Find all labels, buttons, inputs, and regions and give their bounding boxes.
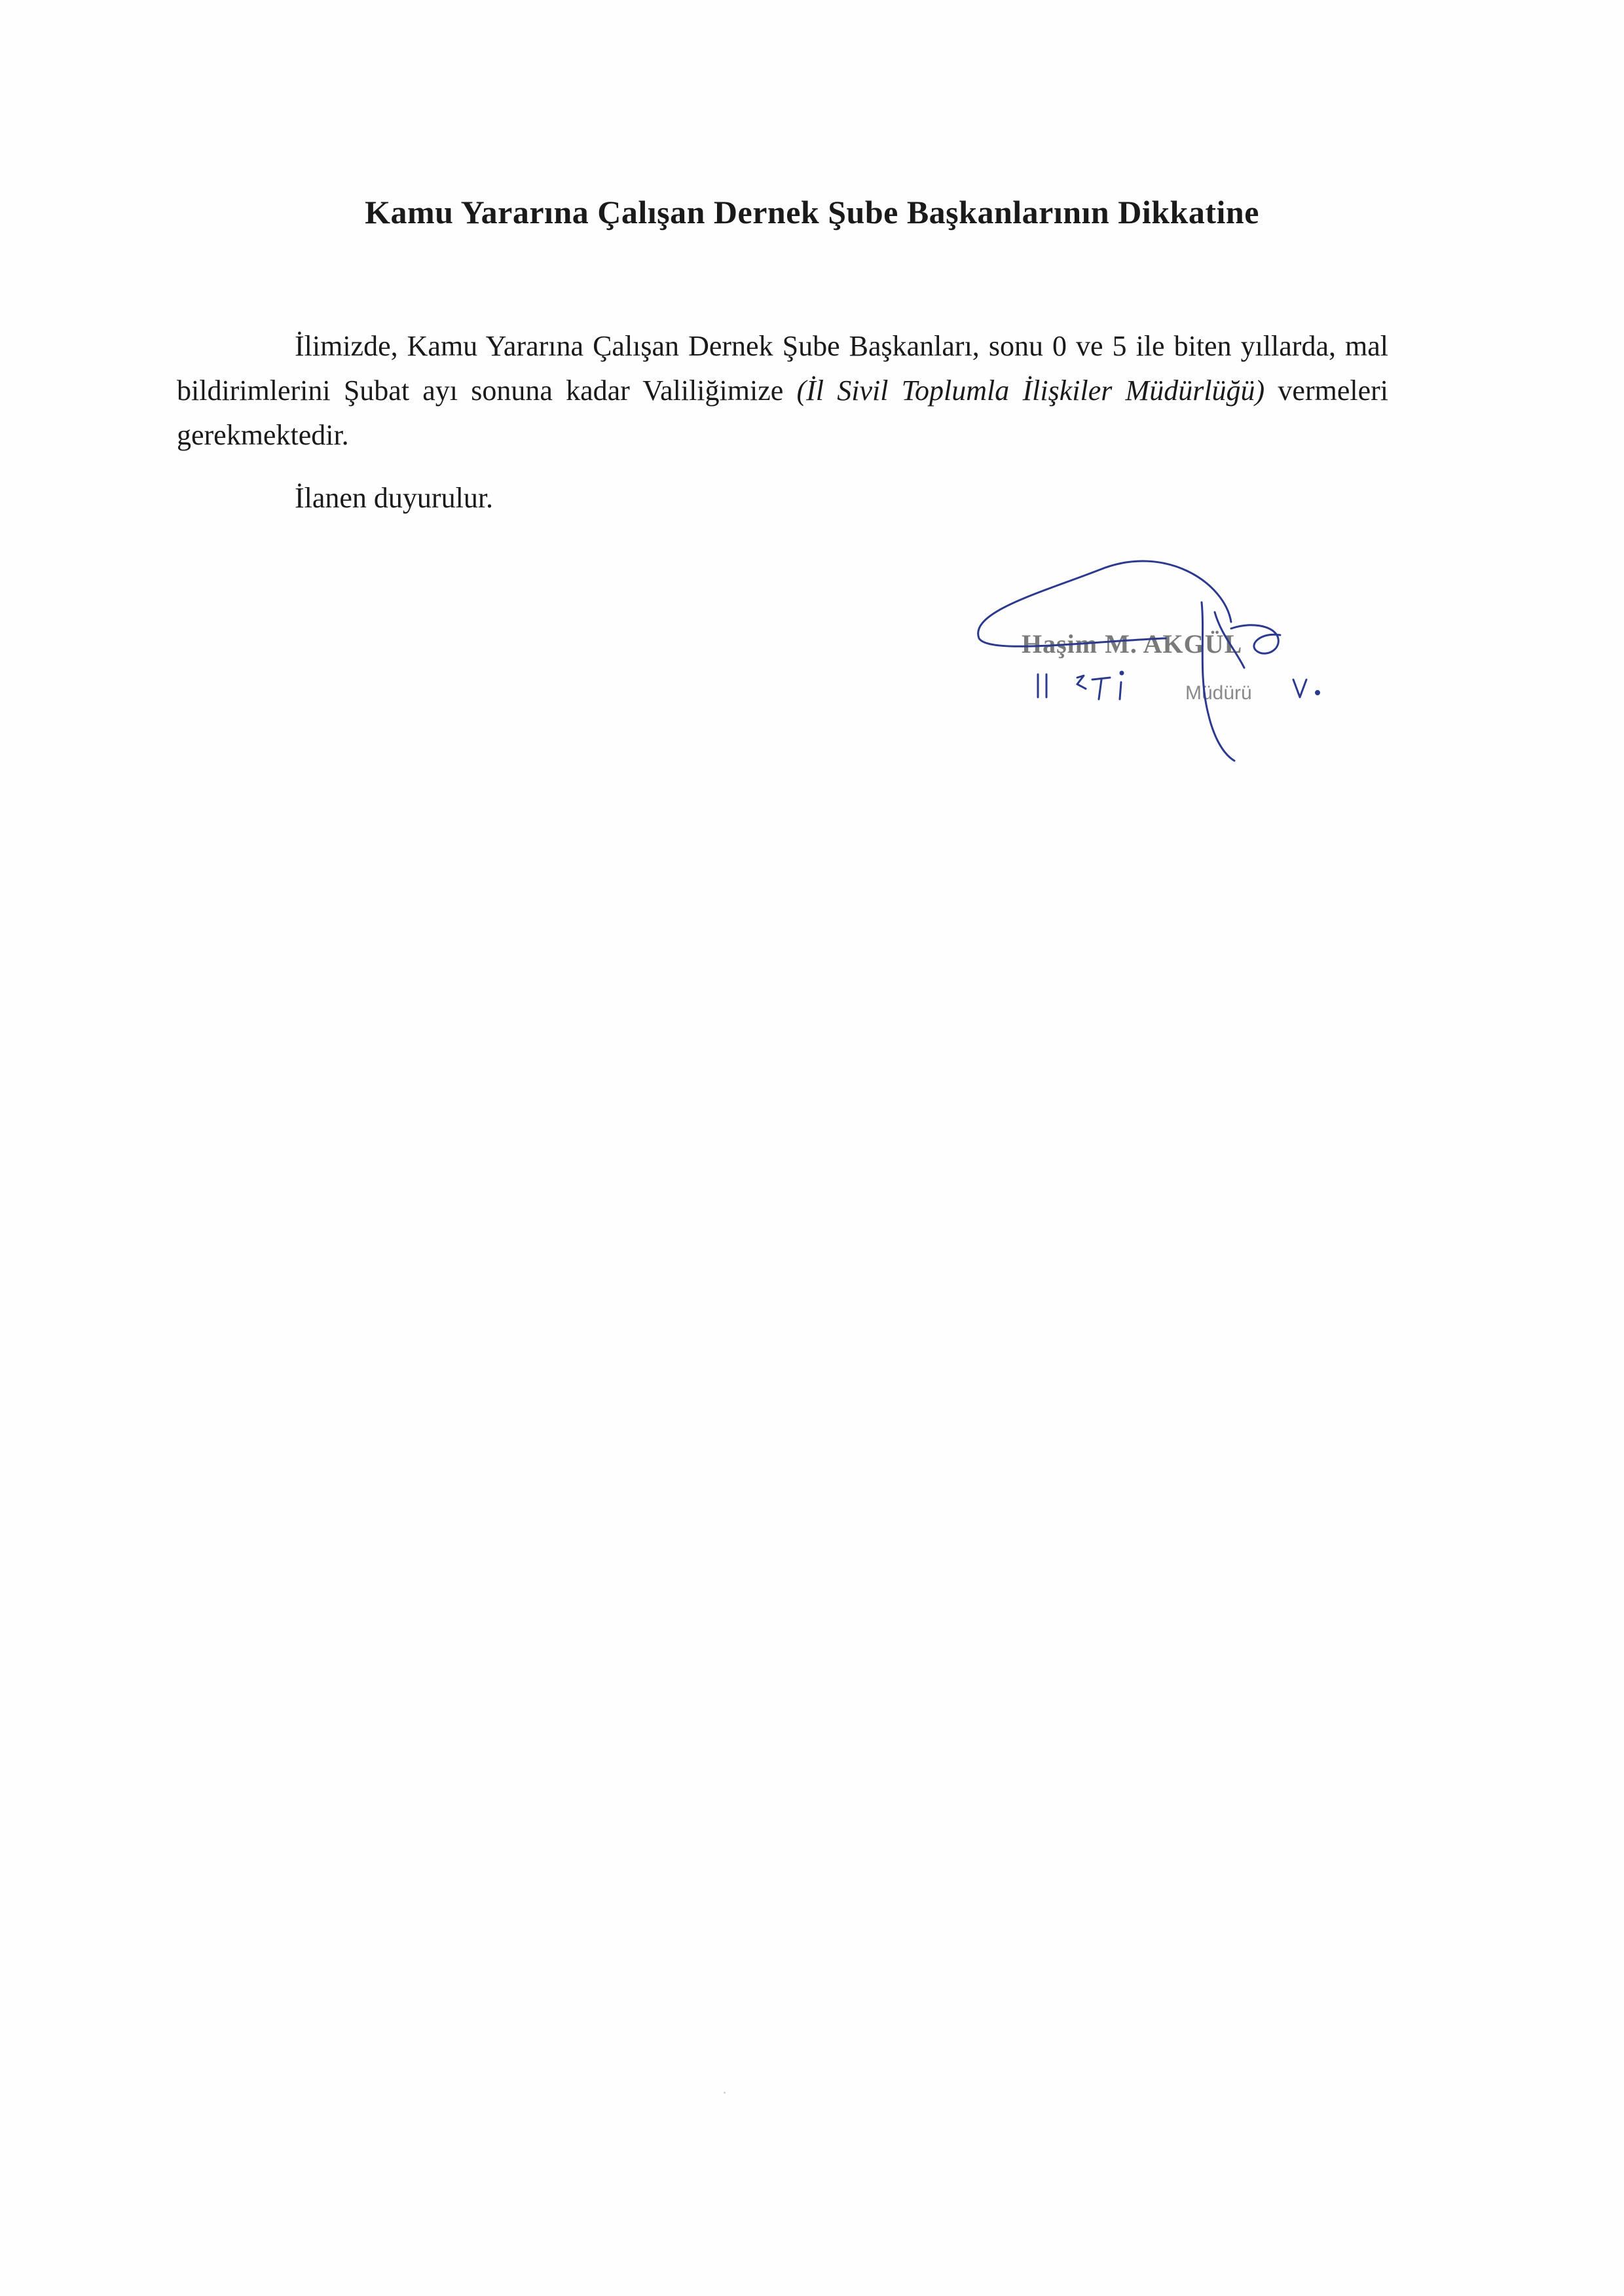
paragraph-text-part1: İlimizde, Kamu Yararına Çalışan Dernek Şube Başkanları, sonu 0 ve 5 ile biten yıllarda, mal bildirimlerini Şubat ayı sonuna kadar Valiliğimize <box>177 330 1388 407</box>
paragraph-announcement <box>177 324 1388 458</box>
paragraph-italic-department: (İl Sivil Toplumla İlişkiler Müdürlüğü) <box>796 374 1265 407</box>
signature-block <box>969 537 1375 773</box>
signatory-title: Müdürü <box>1185 682 1252 704</box>
document-body <box>177 324 1388 520</box>
handwritten-signature <box>969 537 1375 773</box>
paragraph-text-part2: vermeleri gerekmektedir. <box>177 374 1388 451</box>
signatory-name: Haşim M. AKGÜL <box>1022 629 1243 659</box>
scan-speck <box>724 2092 726 2094</box>
paragraph-closing: İlanen duyurulur. <box>295 482 494 514</box>
document-title: Kamu Yararına Çalışan Dernek Şube Başkanlarının Dikkatine <box>365 194 1259 230</box>
